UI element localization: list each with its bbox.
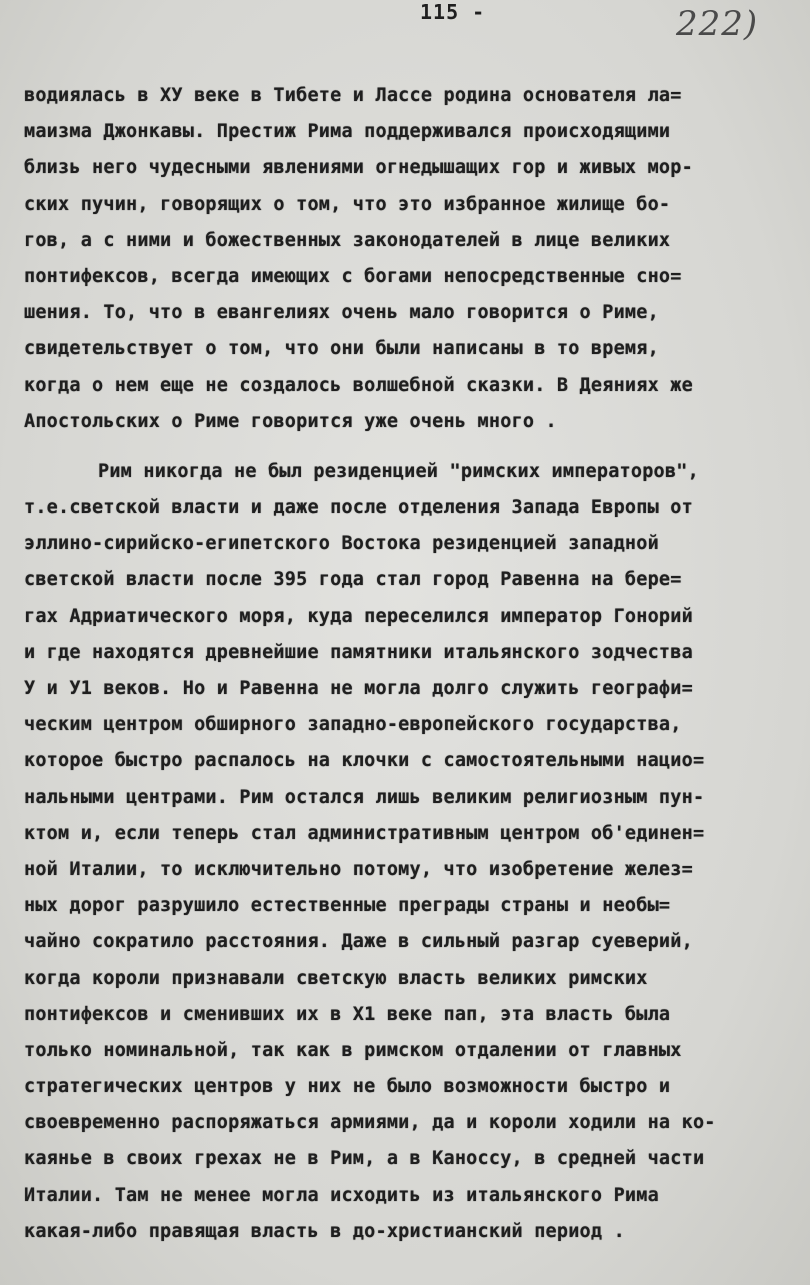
text-line: ческим центром обширного западно-европейского государства, — [24, 714, 682, 736]
text-line: Апостольских о Риме говорится уже очень много . — [24, 410, 557, 432]
text-line: когда о нем еще не создалось волшебной сказки. В Деяниях же — [24, 374, 693, 396]
body-text — [24, 78, 804, 1250]
text-line: шения. То, что в евангелиях очень мало говорится о Риме, — [24, 302, 659, 324]
text-line: У и У1 веков. Но и Равенна не могла долго служить географи= — [24, 678, 693, 699]
text-line: когда короли признавали светскую власть великих римских — [24, 967, 648, 989]
text-line: эллино-сирийско-египетского Востока резиденцией западной — [24, 533, 659, 555]
text-line: ных дорог разрушило естественные преграды страны и необы= — [24, 895, 671, 917]
text-line: Рим никогда не был резиденцией "римских императоров", — [98, 460, 699, 482]
text-line: водиялась в ХУ веке в Тибете и Лассе родина основателя ла= — [24, 85, 682, 106]
text-line: какая-либо правящая власть в до-христианский период . — [24, 1220, 625, 1242]
text-line: стратегических центров у них не было возможности быстро и — [24, 1076, 671, 1098]
text-line: ной Италии, то исключительно потому, что изобретение желез= — [24, 858, 693, 880]
text-line: гов, а с ними и божественных законодателей в лице великих — [24, 229, 671, 251]
text-line: понтифексов и сменивших их в Х1 веке пап, эта власть была — [24, 1003, 671, 1025]
handwritten-archive-number: 222) — [676, 4, 759, 44]
text-line: светской власти после 395 года стал город Равенна на бере= — [24, 569, 682, 591]
text-line: понтифексов, всегда имеющих с богами непосредственные сно= — [24, 265, 682, 287]
text-line: близь него чудесными явлениями огнедышащих гор и живых мор- — [24, 157, 693, 179]
text-line: Италии. Там не менее могла исходить из итальянского Рима — [24, 1184, 659, 1206]
text-line: маизма Джонкавы. Престиж Рима поддерживался происходящими — [24, 121, 671, 143]
text-line: гах Адриатического моря, куда переселился император Гонорий — [24, 605, 693, 627]
paragraph — [24, 454, 804, 1250]
text-line: которое быстро распалось на клочки с самостоятельными нацио= — [24, 750, 705, 772]
text-line: свидетельствует о том, что они были написаны в то время, — [24, 338, 659, 360]
text-line: только номинальной, так как в римском отдалении от главных — [24, 1039, 682, 1061]
text-line: каянье в своих грехах не в Рим, а в Каноссу, в средней части — [24, 1148, 705, 1170]
text-line: своевременно распоряжаться армиями, да и короли ходили на ко- — [24, 1112, 716, 1134]
text-line: и где находятся древнейшие памятники итальянского зодчества — [24, 641, 693, 663]
text-line: т.е.светской власти и даже после отделения Запада Европы от — [24, 497, 693, 519]
paragraph — [24, 78, 804, 440]
text-line: ских пучин, говорящих о том, что это избранное жилище бо- — [24, 193, 671, 215]
text-line: чайно сократило расстояния. Даже в сильный разгар суеверий, — [24, 931, 693, 953]
text-line: ктом и, если теперь стал административным центром об'единен= — [24, 822, 705, 844]
paragraph-gap — [24, 440, 804, 454]
text-line: нальными центрами. Рим остался лишь великим религиозным пун- — [24, 786, 705, 808]
page-number: 115 - — [420, 0, 486, 24]
